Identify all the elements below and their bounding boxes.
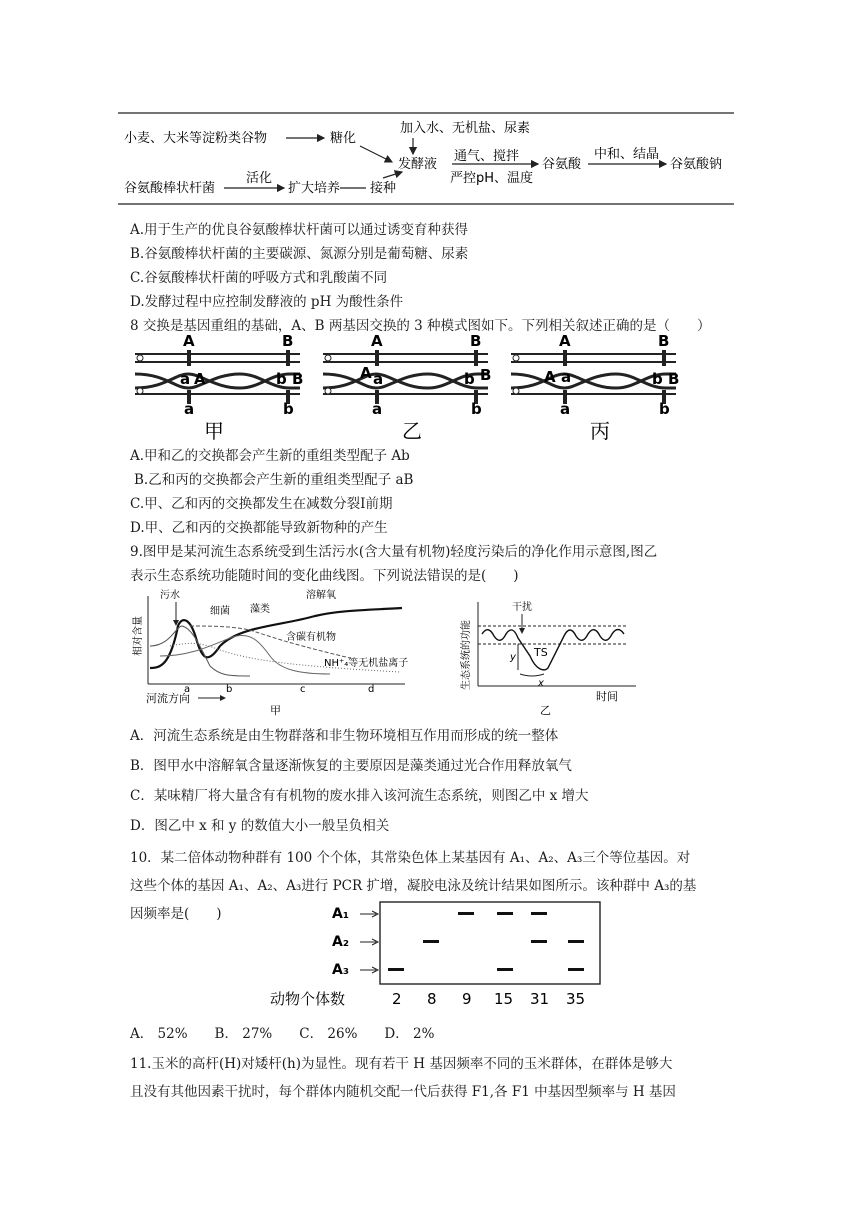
gene-label: B [282, 332, 294, 350]
gene-label: A [559, 332, 571, 350]
label-carbon-organic: 含碳有机物 [286, 632, 336, 643]
q9-option-b: B．图甲水中溶解氧含量逐渐恢复的主要原因是藻类通过光合作用释放氧气 [130, 758, 572, 774]
flow-glutamic-acid: 谷氨酸 [542, 157, 582, 172]
flow-control: 严控pH、温度 [450, 171, 534, 186]
flow-broth: 发酵液 [398, 157, 438, 172]
crossover-figure [130, 332, 690, 442]
panel-jia [135, 332, 303, 442]
tick-d: d [368, 684, 375, 695]
q10-stem-line-2: 这些个体的基因 A₁、A₂、A₃进行 PCR 扩增，凝胶电泳及统计结果如图所示。该种群中 A₃的基 [130, 878, 697, 894]
gel-row-label: A₁ [332, 906, 349, 922]
q7-option-a: A.用于生产的优良谷氨酸棒状杆菌可以通过诱变育种获得 [130, 222, 469, 238]
gene-label: B [292, 370, 304, 388]
flow-aeration: 通气、搅拌 [454, 149, 520, 164]
q10-stem-line-3: 因频率是( ) [130, 906, 222, 922]
gene-label: a [373, 370, 384, 388]
label-x: x [538, 678, 544, 689]
gene-label: b [276, 370, 287, 388]
fermentation-flow-figure [118, 110, 734, 210]
ecosystem-function-figure [456, 598, 646, 716]
gene-label: b [471, 400, 482, 418]
panel-bing [511, 332, 679, 442]
q8-option-a: A.甲和乙的交换都会产生新的重组类型配子 Ab [130, 448, 410, 464]
gene-label: A [544, 368, 556, 386]
figure-caption-jia: 甲 [270, 704, 281, 716]
gene-label: B [658, 332, 670, 350]
flow-source-bacteria: 谷氨酸棒状杆菌 [124, 181, 216, 196]
gel-row-label: A₃ [332, 962, 349, 978]
q10-options: A． 52% B． 27% C． 26% D． 2% [130, 1026, 435, 1042]
gene-label: a [560, 400, 571, 418]
panel-label: 丙 [590, 419, 610, 442]
q9-stem-line-2: 表示生态系统功能随时间的变化曲线图。下列说法错误的是( ) [130, 568, 519, 584]
gene-label: a [184, 400, 195, 418]
label-bacteria: 细菌 [210, 606, 230, 617]
q8-stem: 8 交换是基因重组的基础，A、B 两基因交换的 3 种模式图如下。下列相关叙述正确的是（ ） [130, 318, 711, 334]
q9-option-c: C．某味精厂将大量含有有机物的废水排入该河流生态系统，则图乙中 x 增大 [130, 788, 589, 804]
gel-count: 31 [530, 990, 550, 1008]
q11-line-2: 且没有其他因素干扰时，每个群体内随机交配一代后获得 F1,各 F1 中基因型频率与 H 基因 [130, 1084, 676, 1100]
flow-activate: 活化 [246, 171, 273, 186]
tick-c: c [300, 684, 306, 695]
gene-label: B [480, 366, 492, 384]
q7-option-b: B.谷氨酸棒状杆菌的主要碳源、氮源分别是葡萄糖、尿素 [130, 246, 469, 262]
gene-label: b [283, 400, 294, 418]
gel-count: 9 [462, 990, 472, 1008]
gel-row-label: A₂ [332, 934, 349, 950]
gel-count: 35 [566, 990, 586, 1008]
gene-label: B [668, 370, 680, 388]
flow-inoculate: 接种 [370, 181, 397, 196]
gene-label: A [183, 332, 195, 350]
q9-stem-line-1: 9.图甲是某河流生态系统受到生活污水(含大量有机物)轻度污染后的净化作用示意图,图乙 [130, 544, 658, 560]
panel-label: 乙 [402, 419, 422, 442]
gene-label: a [561, 368, 572, 386]
gel-count: 15 [494, 990, 514, 1008]
flow-expand: 扩大培养 [288, 181, 341, 196]
q7-option-d: D.发酵过程中应控制发酵液的 pH 为酸性条件 [130, 294, 404, 310]
q11-line-1: 11.玉米的高杆(H)对矮杆(h)为显性。现有若干 H 基因频率不同的玉米群体，在群体是够大 [130, 1056, 673, 1072]
label-y: y [510, 652, 516, 663]
gene-label: a [372, 400, 383, 418]
tick-a: a [184, 684, 191, 695]
xlabel-river-direction: 河流方向 [146, 692, 190, 705]
q8-option-d: D.甲、乙和丙的交换都能导致新物种的产生 [130, 520, 388, 536]
q9-option-a: A．河流生态系统是由生物群落和非生物环境相互作用而形成的统一整体 [130, 728, 559, 744]
label-dissolved-oxygen: 溶解氧 [306, 590, 336, 601]
tick-b: b [226, 684, 233, 695]
label-ts: TS [534, 646, 548, 659]
gel-count-label: 动物个体数 [270, 990, 346, 1008]
gene-label: a [180, 370, 191, 388]
gene-label: A [360, 364, 372, 382]
label-disturbance: 干扰 [512, 602, 532, 613]
gene-label: b [652, 370, 663, 388]
figure-caption-yi: 乙 [540, 704, 551, 716]
flow-saccharify: 糖化 [330, 131, 357, 146]
q9-option-d: D．图乙中 x 和 y 的数值大小一般呈负相关 [130, 818, 390, 834]
gene-label: A [194, 370, 206, 388]
river-purification-figure [130, 586, 410, 716]
gel-count: 2 [392, 990, 402, 1008]
label-ammonium: NH⁺₄等无机盐离子 [324, 658, 409, 669]
ylabel-relative-content: 相对含量 [133, 616, 144, 656]
label-sewage: 污水 [160, 590, 180, 601]
gene-label: B [470, 332, 482, 350]
gene-label: A [371, 332, 383, 350]
q8-option-b: B.乙和丙的交换都会产生新的重组类型配子 aB [134, 472, 414, 488]
label-algae: 藻类 [250, 604, 270, 615]
q7-option-c: C.谷氨酸棒状杆菌的呼吸方式和乳酸菌不同 [130, 270, 388, 286]
gene-label: b [659, 400, 670, 418]
panel-label: 甲 [204, 419, 224, 442]
q8-option-c: C.甲、乙和丙的交换都发生在减数分裂Ⅰ前期 [130, 496, 393, 512]
flow-neutralize: 中和、结晶 [594, 147, 660, 162]
gel-count: 8 [427, 990, 437, 1008]
panel-yi [323, 332, 491, 442]
gene-label: b [464, 370, 475, 388]
flow-msg: 谷氨酸钠 [670, 157, 723, 172]
flow-additives: 加入水、无机盐、尿素 [400, 121, 531, 136]
ylabel-function: 生态系统的功能 [461, 620, 472, 690]
flow-source-grain: 小麦、大米等淀粉类谷物 [124, 131, 268, 146]
xlabel-time: 时间 [596, 690, 618, 703]
q10-stem-line-1: 10．某二倍体动物种群有 100 个个体，其常染色体上某基因有 A₁、A₂、A₃三个等位基因。对 [130, 850, 691, 866]
gel-electrophoresis-figure [268, 900, 608, 1010]
